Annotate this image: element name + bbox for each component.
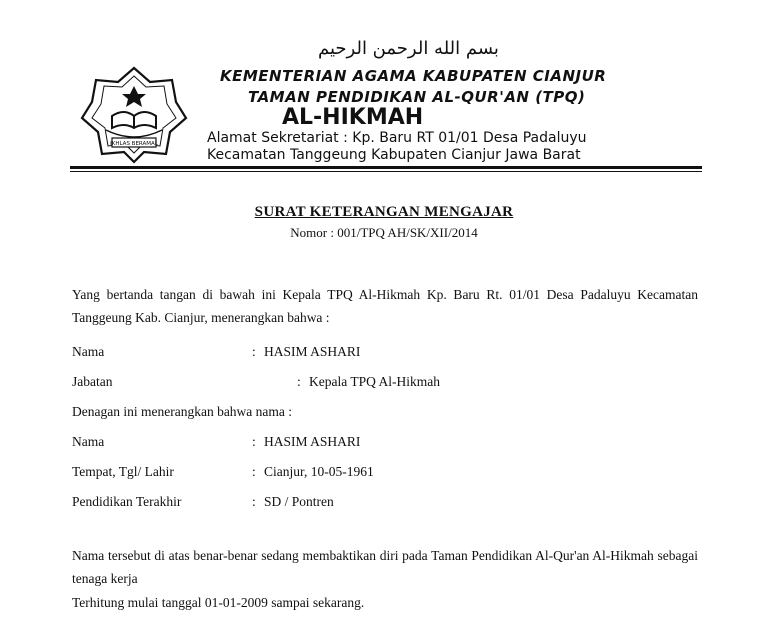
signer-name-value: HASIM ASHARI bbox=[264, 344, 361, 359]
subject-education-colon: : bbox=[252, 494, 256, 509]
subject-birth-value: Cianjur, 10-05-1961 bbox=[264, 464, 374, 479]
since-line: Terhitung mulai tanggal 01-01-2009 sampai sekarang. bbox=[72, 595, 365, 610]
signer-name-colon: : bbox=[252, 344, 256, 359]
header-address-line1: Alamat Sekretariat : Kp. Baru RT 01/01 Desa Padaluyu bbox=[207, 130, 587, 146]
logo-ribbon-text: IKHLAS BERAMAL bbox=[110, 141, 158, 147]
subject-name-value: HASIM ASHARI bbox=[264, 434, 361, 449]
header-institution: TAMAN PENDIDIKAN AL-QUR'AN (TPQ) bbox=[248, 88, 586, 106]
subject-education-value: SD / Pontren bbox=[264, 494, 334, 509]
subject-birth-label: Tempat, Tgl/ Lahir bbox=[72, 464, 174, 479]
statement-paragraph: Nama tersebut di atas benar-benar sedang membaktikan diri pada Taman Pendidikan Al-Qur'an Al-Hikmah sebagai tenaga kerja bbox=[72, 548, 698, 586]
header-rule-thin bbox=[70, 171, 702, 172]
signer-position-value: Kepala TPQ Al-Hikmah bbox=[309, 374, 440, 389]
document-number: Nomor : 001/TPQ AH/SK/XII/2014 bbox=[290, 225, 478, 240]
document-title: SURAT KETERANGAN MENGAJAR bbox=[254, 204, 514, 220]
header-ministry: KEMENTERIAN AGAMA KABUPATEN CIANJUR bbox=[220, 67, 607, 85]
subject-name-colon: : bbox=[252, 434, 256, 449]
intro-paragraph: Yang bertanda tangan di bawah ini Kepala TPQ Al-Hikmah Kp. Baru Rt. 01/01 Desa Padaluyu Kecamatan Tanggeung Kab. Cianjur, menerangkan bahwa : bbox=[72, 287, 698, 325]
subject-education-label: Pendidikan Terakhir bbox=[72, 494, 182, 509]
signer-position-label: Jabatan bbox=[72, 374, 113, 389]
signer-name-label: Nama bbox=[72, 344, 105, 359]
signer-position-colon: : bbox=[297, 374, 301, 389]
subject-name-label: Nama bbox=[72, 434, 105, 449]
connector-text: Denagan ini menerangkan bahwa nama : bbox=[72, 404, 293, 419]
subject-birth-colon: : bbox=[252, 464, 256, 479]
header-name: AL-HIKMAH bbox=[282, 105, 424, 130]
kemenag-emblem-icon bbox=[80, 64, 188, 164]
bismillah-calligraphy: بسم الله الرحمن الرحيم bbox=[318, 38, 499, 59]
header-rule-thick bbox=[70, 166, 702, 169]
header-address-line2: Kecamatan Tanggeung Kabupaten Cianjur Jawa Barat bbox=[207, 147, 581, 163]
